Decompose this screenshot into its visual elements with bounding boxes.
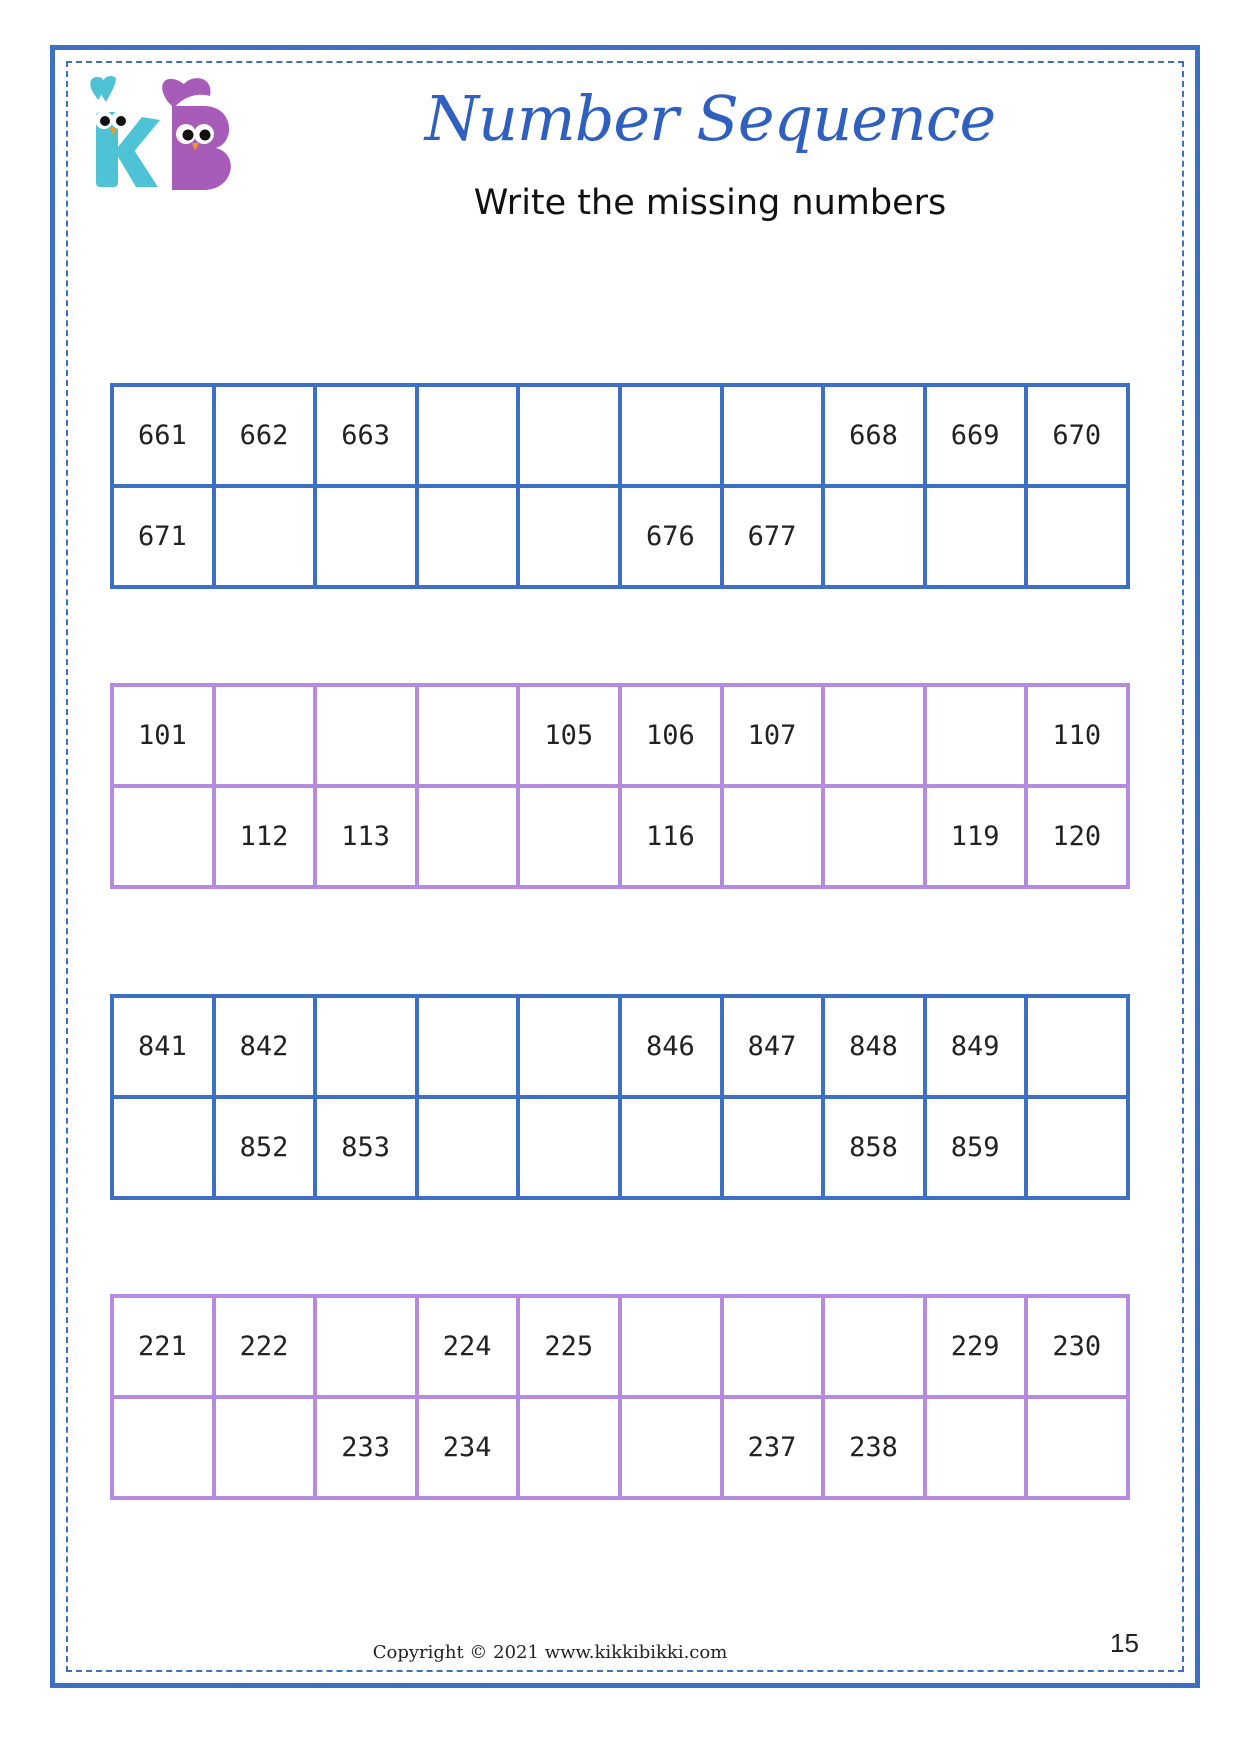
blank-answer-cell[interactable] [823,486,925,587]
blank-answer-cell[interactable] [620,1397,722,1498]
blank-answer-cell[interactable] [214,685,316,786]
blank-answer-cell[interactable] [722,786,824,887]
blank-answer-cell[interactable] [417,1097,519,1198]
blank-answer-cell[interactable] [315,486,417,587]
number-cell: 112 [214,786,316,887]
blank-answer-cell[interactable] [112,1097,214,1198]
number-cell: 668 [823,385,925,486]
number-cell: 234 [417,1397,519,1498]
kb-logo [84,72,254,217]
number-cell: 842 [214,996,316,1097]
blank-answer-cell[interactable] [214,486,316,587]
blank-answer-cell[interactable] [823,786,925,887]
blank-answer-cell[interactable] [1026,1397,1128,1498]
grid-row [112,786,1128,887]
page-subtitle: Write the missing numbers [473,183,947,223]
page-number: 15 [1110,1628,1139,1658]
number-cell: 847 [722,996,824,1097]
number-cell: 105 [518,685,620,786]
number-cell: 113 [315,786,417,887]
blank-answer-cell[interactable] [417,996,519,1097]
number-cell: 852 [214,1097,316,1198]
number-cell: 849 [925,996,1027,1097]
blank-answer-cell[interactable] [925,685,1027,786]
blank-answer-cell[interactable] [1026,1097,1128,1198]
blank-answer-cell[interactable] [417,685,519,786]
copyright-text: Copyright © 2021 www.kikkibikki.com [372,1642,728,1663]
blank-answer-cell[interactable] [823,685,925,786]
logo-letter-b [162,78,231,190]
number-cell: 107 [722,685,824,786]
logo-letter-k [90,76,160,187]
blank-answer-cell[interactable] [925,486,1027,587]
number-cell: 222 [214,1296,316,1397]
number-cell: 224 [417,1296,519,1397]
number-cell: 848 [823,996,925,1097]
blank-answer-cell[interactable] [315,685,417,786]
number-cell: 230 [1026,1296,1128,1397]
blank-answer-cell[interactable] [214,1397,316,1498]
number-cell: 859 [925,1097,1027,1198]
blank-answer-cell[interactable] [518,1397,620,1498]
page-title: Number Sequence [424,82,996,155]
blank-answer-cell[interactable] [518,1097,620,1198]
number-cell: 670 [1026,385,1128,486]
blank-answer-cell[interactable] [925,1397,1027,1498]
grid-row [112,1296,1128,1397]
number-cell: 858 [823,1097,925,1198]
grid-row [112,1097,1128,1198]
number-cell: 662 [214,385,316,486]
blank-answer-cell[interactable] [112,786,214,887]
number-grid-2 [110,683,1130,889]
number-cell: 221 [112,1296,214,1397]
blank-answer-cell[interactable] [722,385,824,486]
blank-answer-cell[interactable] [417,486,519,587]
number-cell: 841 [112,996,214,1097]
number-cell: 676 [620,486,722,587]
number-cell: 119 [925,786,1027,887]
blank-answer-cell[interactable] [518,385,620,486]
blank-answer-cell[interactable] [315,996,417,1097]
number-cell: 110 [1026,685,1128,786]
blank-answer-cell[interactable] [823,1296,925,1397]
number-cell: 853 [315,1097,417,1198]
blank-answer-cell[interactable] [417,385,519,486]
number-grid-4 [110,1294,1130,1500]
blank-answer-cell[interactable] [315,1296,417,1397]
number-grid-1 [110,383,1130,589]
grid-row [112,1397,1128,1498]
blank-answer-cell[interactable] [1026,486,1128,587]
blank-answer-cell[interactable] [620,1296,722,1397]
blank-answer-cell[interactable] [417,786,519,887]
number-cell: 233 [315,1397,417,1498]
blank-answer-cell[interactable] [518,486,620,587]
number-cell: 106 [620,685,722,786]
blank-answer-cell[interactable] [722,1097,824,1198]
grid-row [112,685,1128,786]
number-cell: 237 [722,1397,824,1498]
blank-answer-cell[interactable] [620,1097,722,1198]
number-cell: 661 [112,385,214,486]
blank-answer-cell[interactable] [722,1296,824,1397]
blank-answer-cell[interactable] [112,1397,214,1498]
blank-answer-cell[interactable] [1026,996,1128,1097]
grid-row [112,996,1128,1097]
blank-answer-cell[interactable] [518,996,620,1097]
number-cell: 677 [722,486,824,587]
grid-row [112,486,1128,587]
number-cell: 671 [112,486,214,587]
number-cell: 101 [112,685,214,786]
number-cell: 846 [620,996,722,1097]
number-cell: 238 [823,1397,925,1498]
number-cell: 663 [315,385,417,486]
number-cell: 229 [925,1296,1027,1397]
number-cell: 669 [925,385,1027,486]
number-cell: 116 [620,786,722,887]
number-cell: 120 [1026,786,1128,887]
number-cell: 225 [518,1296,620,1397]
number-grid-3 [110,994,1130,1200]
grid-row [112,385,1128,486]
blank-answer-cell[interactable] [620,385,722,486]
blank-answer-cell[interactable] [518,786,620,887]
